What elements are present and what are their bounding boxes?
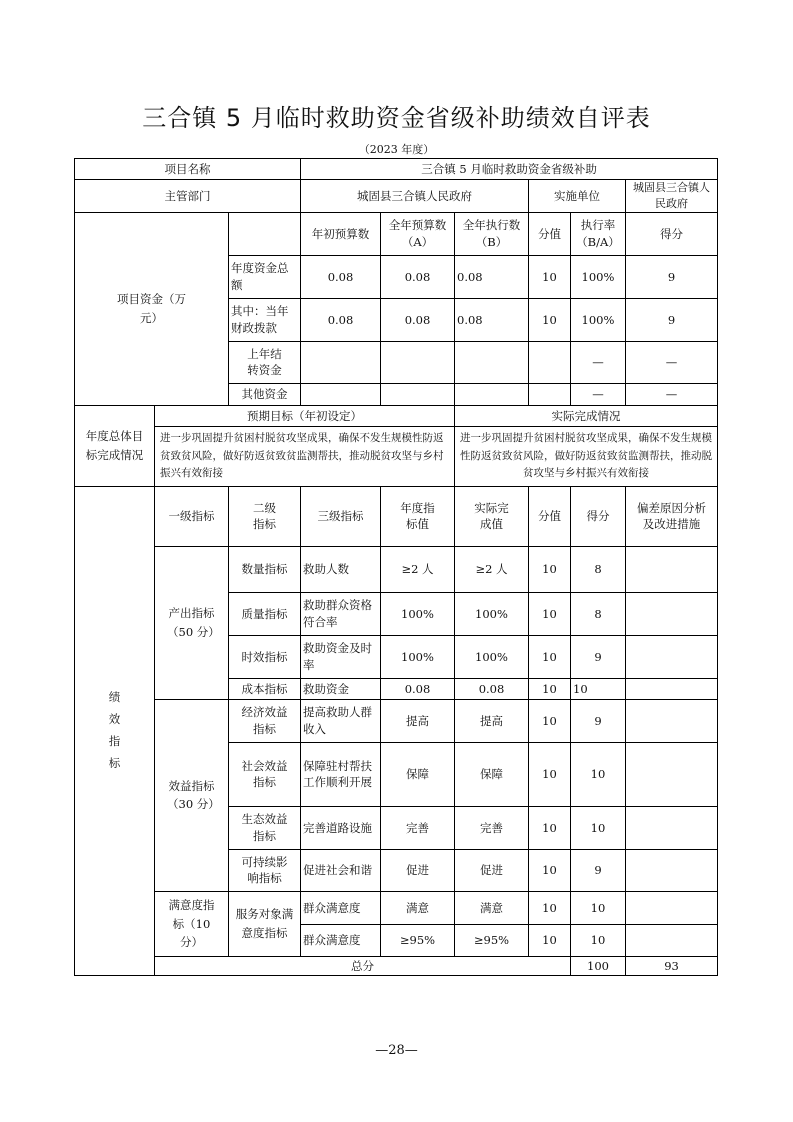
goals-expected-text: 进一步巩固提升贫困村脱贫攻坚成果，确保不发生规模性防返贫致贫风险，做好防返贫致贫监测帮扶，推动脱贫攻坚与乡村振兴有效衔接	[155, 426, 455, 486]
funds-row-annual: 0.08	[381, 298, 455, 341]
perf-header-level1: 一级指标	[155, 486, 229, 546]
funds-row-name: 年度资金总额	[229, 255, 301, 298]
perf-row-l2: 时效指标	[229, 635, 301, 678]
perf-row-target: ≥95%	[381, 924, 455, 956]
perf-group-output: 产出指标（50 分）	[155, 546, 229, 699]
perf-row-l3: 保障驻村帮扶工作顺利开展	[301, 742, 381, 806]
perf-row-target: 100%	[381, 592, 455, 635]
funds-row-rate: 100%	[571, 255, 626, 298]
perf-row-l3: 促进社会和谐	[301, 849, 381, 891]
perf-row-score: 9	[571, 635, 626, 678]
perf-header-level2: 二级指标	[229, 486, 301, 546]
perf-row-value: 10	[529, 678, 571, 699]
funds-row-score-value	[529, 341, 571, 383]
perf-row-target: ≥2 人	[381, 546, 455, 592]
perf-row-actual: 提高	[455, 699, 529, 742]
perf-row-deviation	[626, 849, 718, 891]
goals-expected-label: 预期目标（年初设定）	[155, 405, 455, 426]
perf-row-actual: 100%	[455, 592, 529, 635]
perf-row-target: 满意	[381, 891, 455, 924]
perf-header-score: 得分	[571, 486, 626, 546]
perf-row-l3: 救助资金及时率	[301, 635, 381, 678]
funds-row-rate: 100%	[571, 298, 626, 341]
total-score: 93	[626, 956, 718, 975]
perf-row-target: 保障	[381, 742, 455, 806]
perf-row-value: 10	[529, 546, 571, 592]
perf-group-benefit: 效益指标（30 分）	[155, 699, 229, 891]
goals-actual-label: 实际完成情况	[455, 405, 718, 426]
goals-label: 年度总体目标完成情况	[75, 405, 155, 486]
perf-row-score: 10	[571, 742, 626, 806]
perf-row	[75, 699, 718, 742]
perf-row-score: 10	[571, 806, 626, 849]
perf-row-actual: 100%	[455, 635, 529, 678]
dept-label: 主管部门	[75, 180, 301, 213]
impl-label: 实施单位	[529, 180, 626, 213]
perf-row-actual: ≥95%	[455, 924, 529, 956]
perf-row-deviation	[626, 742, 718, 806]
fiscal-year: （2023 年度）	[358, 143, 435, 156]
goals-actual-text: 进一步巩固提升贫困村脱贫攻坚成果，确保不发生规模性防返贫致贫风险，做好防返贫致贫监测帮扶，推动脱贫攻坚与乡村振兴有效衔接	[455, 426, 718, 486]
page-title: 三合镇 5 月临时救助资金省级补助绩效自评表	[142, 104, 651, 132]
funds-row-score-value: 10	[529, 255, 571, 298]
project-name-value: 三合镇 5 月临时救助资金省级补助	[301, 159, 718, 180]
funds-label: 项目资金（万元）	[75, 212, 229, 405]
total-label: 总分	[155, 956, 571, 975]
funds-row-initial	[301, 341, 381, 383]
perf-row-value: 10	[529, 849, 571, 891]
funds-header-rate: 执行率（B/A）	[571, 212, 626, 255]
perf-label: 绩效指标	[75, 486, 155, 975]
funds-row-initial	[301, 383, 381, 405]
perf-header-deviation: 偏差原因分析及改进措施	[626, 486, 718, 546]
perf-row-score: 8	[571, 592, 626, 635]
department-row	[75, 180, 718, 213]
perf-row-value: 10	[529, 742, 571, 806]
perf-header-target: 年度指标值	[381, 486, 455, 546]
funds-header-initial: 年初预算数	[301, 212, 381, 255]
funds-row-name: 其中：当年财政拨款	[229, 298, 301, 341]
perf-satisfaction-l2: 服务对象满意度指标	[229, 891, 301, 956]
perf-row-value: 10	[529, 699, 571, 742]
perf-row-deviation	[626, 546, 718, 592]
funds-row-name: 其他资金	[229, 383, 301, 405]
funds-row-annual: 0.08	[381, 255, 455, 298]
funds-row-score: 9	[626, 255, 718, 298]
perf-row-value: 10	[529, 635, 571, 678]
total-row	[75, 956, 718, 975]
perf-row-l3: 救助群众资格符合率	[301, 592, 381, 635]
perf-row-deviation	[626, 699, 718, 742]
funds-row-name: 上年结转资金	[229, 341, 301, 383]
perf-row-actual: 0.08	[455, 678, 529, 699]
perf-row-target: 促进	[381, 849, 455, 891]
perf-row-deviation	[626, 924, 718, 956]
perf-header-actual: 实际完成值	[455, 486, 529, 546]
perf-row-target: 100%	[381, 635, 455, 678]
perf-row-l2: 成本指标	[229, 678, 301, 699]
funds-header-blank	[229, 212, 301, 255]
perf-row-score: 10	[571, 891, 626, 924]
funds-row-rate: —	[571, 341, 626, 383]
perf-group-satisfaction: 满意度指标（10 分）	[155, 891, 229, 956]
funds-row-initial: 0.08	[301, 255, 381, 298]
perf-row-deviation	[626, 891, 718, 924]
perf-row-score: 9	[571, 699, 626, 742]
perf-row-value: 10	[529, 592, 571, 635]
perf-header-score-value: 分值	[529, 486, 571, 546]
perf-row	[75, 891, 718, 924]
perf-row-l2: 经济效益指标	[229, 699, 301, 742]
project-name-row	[75, 159, 718, 180]
perf-row-l2: 社会效益指标	[229, 742, 301, 806]
perf-row-score: 8	[571, 546, 626, 592]
funds-row-score-value: 10	[529, 298, 571, 341]
perf-header-row	[75, 486, 718, 546]
perf-row-l3: 提高救助人群收入	[301, 699, 381, 742]
perf-row-actual: 完善	[455, 806, 529, 849]
funds-header-executed: 全年执行数（B）	[455, 212, 529, 255]
impl-value: 城固县三合镇人民政府	[626, 180, 718, 213]
funds-row-score: 9	[626, 298, 718, 341]
funds-row-executed	[455, 341, 529, 383]
perf-row-score: 10	[571, 678, 626, 699]
perf-row-value: 10	[529, 924, 571, 956]
perf-row-value: 10	[529, 891, 571, 924]
perf-header-level3: 三级指标	[301, 486, 381, 546]
evaluation-table	[74, 158, 718, 976]
funds-row-executed: 0.08	[455, 298, 529, 341]
perf-row-target: 完善	[381, 806, 455, 849]
perf-row-deviation	[626, 678, 718, 699]
funds-row-score: —	[626, 341, 718, 383]
perf-row-actual: 促进	[455, 849, 529, 891]
perf-row-target: 提高	[381, 699, 455, 742]
funds-row-executed	[455, 383, 529, 405]
perf-row-l2: 可持续影响指标	[229, 849, 301, 891]
project-name-label: 项目名称	[75, 159, 301, 180]
perf-row-l3: 群众满意度	[301, 891, 381, 924]
funds-row-rate: —	[571, 383, 626, 405]
funds-row-annual	[381, 341, 455, 383]
page-number: —28—	[375, 1043, 418, 1058]
perf-row-actual: 保障	[455, 742, 529, 806]
funds-header-score-value: 分值	[529, 212, 571, 255]
funds-row-score: —	[626, 383, 718, 405]
perf-row-l3: 救助人数	[301, 546, 381, 592]
perf-row-score: 10	[571, 924, 626, 956]
goals-header-row	[75, 405, 718, 426]
perf-row-deviation	[626, 592, 718, 635]
perf-row-actual: 满意	[455, 891, 529, 924]
funds-row-initial: 0.08	[301, 298, 381, 341]
perf-row-value: 10	[529, 806, 571, 849]
funds-header-score: 得分	[626, 212, 718, 255]
perf-row-actual: ≥2 人	[455, 546, 529, 592]
funds-row-executed: 0.08	[455, 255, 529, 298]
funds-row-score-value	[529, 383, 571, 405]
perf-row-target: 0.08	[381, 678, 455, 699]
total-value: 100	[571, 956, 626, 975]
perf-row-l3: 救助资金	[301, 678, 381, 699]
perf-row-deviation	[626, 635, 718, 678]
goals-text-row	[75, 426, 718, 486]
funds-header-annual: 全年预算数（A）	[381, 212, 455, 255]
funds-header-row	[75, 212, 718, 255]
funds-row-annual	[381, 383, 455, 405]
perf-row-deviation	[626, 806, 718, 849]
perf-row-l2: 质量指标	[229, 592, 301, 635]
perf-row-score: 9	[571, 849, 626, 891]
perf-row-l2: 数量指标	[229, 546, 301, 592]
perf-row-l2: 生态效益指标	[229, 806, 301, 849]
dept-value: 城固县三合镇人民政府	[301, 180, 529, 213]
perf-row-l3: 群众满意度	[301, 924, 381, 956]
perf-row	[75, 546, 718, 592]
perf-row-l3: 完善道路设施	[301, 806, 381, 849]
